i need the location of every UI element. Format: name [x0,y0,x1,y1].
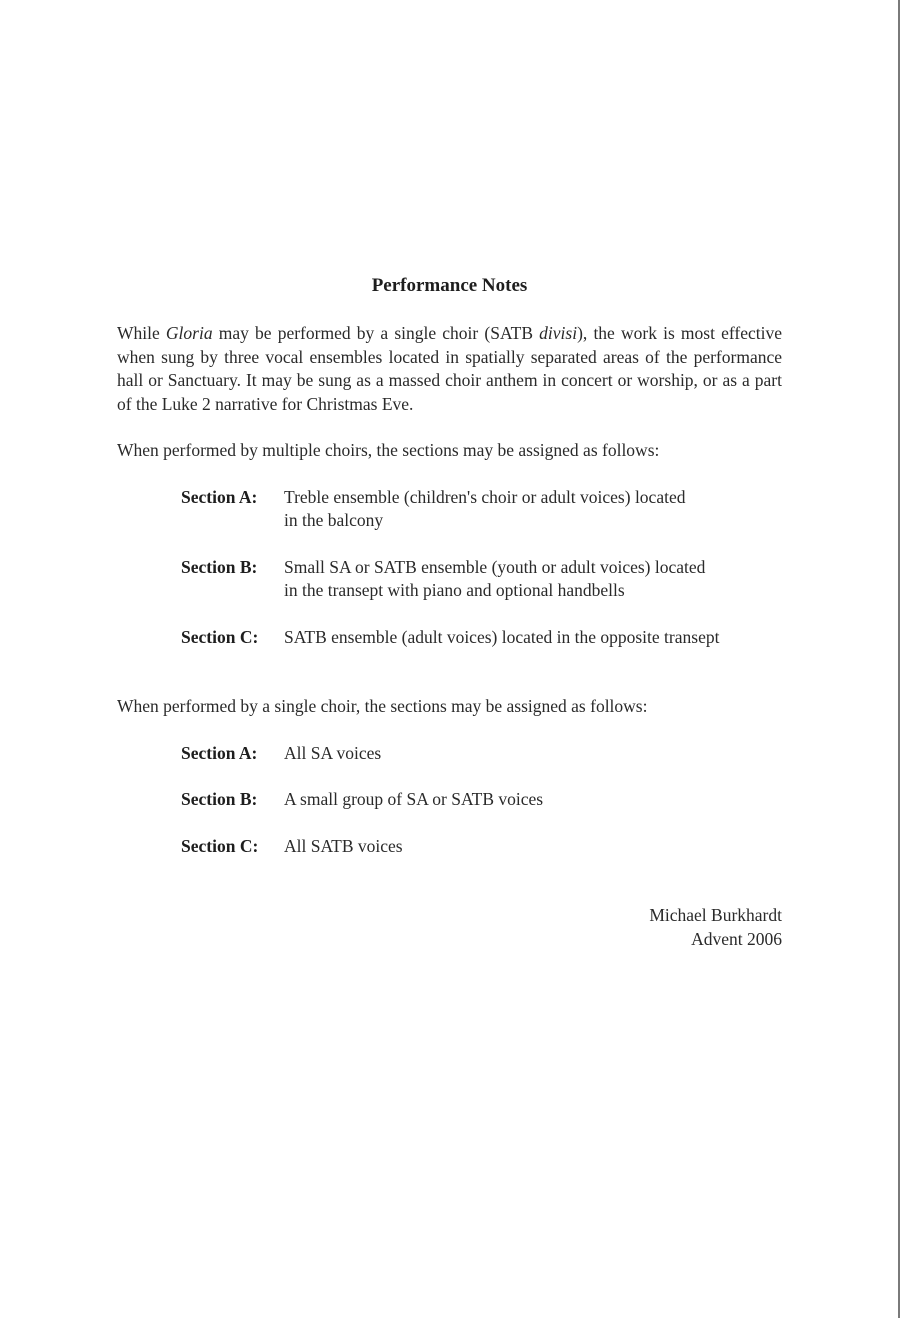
work-title: Gloria [165,323,213,343]
section-line: SATB ensemble (adult voices) located in the opposite transept [284,626,720,647]
section-label: Section C: [181,835,259,856]
single-section-b [181,788,782,812]
multi-section-b [181,556,782,603]
intro-paragraph [117,322,782,416]
single-section-a [181,742,782,766]
section-description: A small group of SA or SATB voices [284,789,544,809]
section-label: Section B: [181,556,258,577]
page-title: Performance Notes [371,275,528,296]
section-label: Section A: [181,742,258,763]
section-line: in the transept with piano and optional handbells [284,580,625,600]
multiple-choirs-lead: When performed by multiple choirs, the sections may be assigned as follows: [117,440,660,460]
author-name: Michael Burkhardt [649,905,782,925]
intro-text-1: While [117,323,166,343]
section-label: Section B: [181,789,258,809]
single-choir-sections [181,742,782,859]
multi-section-a [181,486,782,533]
signature-block [117,904,782,951]
section-line: Small SA or SATB ensemble (youth or adult voices) located [284,556,706,577]
multiple-choirs-sections [181,486,782,650]
multi-section-c [181,626,782,650]
intro-text-2: may be performed by a single choir (SATB [212,323,540,343]
divisi-term: divisi [539,323,578,343]
section-label: Section C: [181,626,259,647]
intro-text-3: ), the work is most effective when sung by three vocal ensembles located in spatially separated areas of the performance hall or Sanctuary. It may be sung as a massed choir anthem in concert or worship, or as a part of the Luke 2 narrative for Christmas Eve. [117,323,782,414]
section-description [284,556,774,603]
document-body [117,272,782,951]
section-line: Treble ensemble (children's choir or adult voices) located [284,486,686,507]
single-section-c [181,835,782,859]
section-description: All SATB voices [284,835,403,856]
section-line: in the balcony [284,510,384,530]
section-description [284,626,774,650]
section-label: Section A: [181,486,258,507]
section-description [284,486,774,533]
section-description: All SA voices [284,742,382,763]
signature-date: Advent 2006 [691,928,782,949]
single-choir-lead: When performed by a single choir, the sections may be assigned as follows: [117,696,648,716]
